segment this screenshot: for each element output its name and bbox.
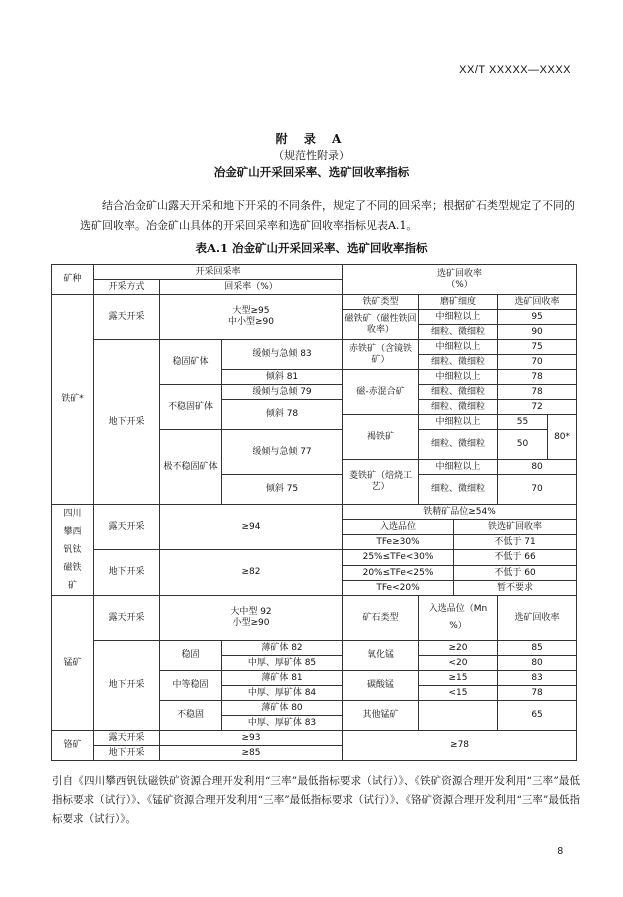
rec-cell: 70	[498, 475, 577, 505]
vti-open-rate: ≥94	[160, 505, 343, 550]
vti-col-rec: 铁选矿回收率	[454, 520, 577, 535]
cr-open-pit: 露天开采	[94, 731, 160, 746]
iron-very-unstable: 极不稳固矿体	[160, 430, 222, 505]
mn-open-rate: 大中型 92 小型≥90	[160, 596, 343, 641]
rec-cell: 90	[498, 325, 577, 340]
vti-rec-cell: 不低于 60	[454, 566, 577, 581]
grind-cell: 细粒、微细粒	[419, 355, 498, 370]
header-mining-rate: 开采回采率	[94, 265, 343, 280]
iron-vu-gentle: 缓倾与急倾 77	[222, 430, 343, 475]
mn-unstable-thin: 薄矿体 80	[222, 701, 343, 716]
mn-rec-cell: 85	[498, 641, 577, 656]
grind-cell: 中细粒以上	[419, 460, 498, 475]
mn-label: 锰矿	[52, 596, 94, 731]
vti-grade: 铁精矿品位≥54%	[343, 505, 577, 520]
iron-open-rate: 大型≥95 中小型≥90	[160, 295, 343, 340]
mn-carbonate: 碳酸锰	[343, 671, 419, 701]
iron-open-pit: 露天开采	[94, 295, 160, 340]
cr-under-rate: ≥85	[160, 746, 343, 761]
grind-cell: 细粒、微细粒	[419, 430, 498, 460]
rec-cell: 78	[498, 385, 577, 400]
mn-feed-cell: ≥20	[419, 641, 498, 656]
iron-stable: 稳固矿体	[160, 340, 222, 385]
grind-cell: 细粒、微细粒	[419, 400, 498, 415]
mn-medium-thin: 薄矿体 81	[222, 671, 343, 686]
rec-cell: 55	[498, 415, 548, 430]
rec-cell: 80	[498, 460, 577, 475]
iron-stable-incline: 倾斜 81	[222, 370, 343, 385]
mn-open-pit: 露天开采	[94, 596, 160, 641]
mn-stable: 稳固	[160, 641, 222, 671]
page-number: 8	[557, 846, 563, 857]
iron-col-grind: 磨矿细度	[419, 295, 498, 310]
iron-hematite: 赤铁矿（含镜铁矿）	[343, 340, 419, 370]
header-method: 开采方式	[94, 280, 160, 295]
mn-stable-thick: 中厚、厚矿体 85	[222, 656, 343, 671]
iron-siderite: 菱铁矿（焙烧工艺）	[343, 460, 419, 505]
rec-cell: 70	[498, 355, 577, 370]
iron-limonite-total: 80*	[548, 415, 577, 460]
grind-cell: 中细粒以上	[419, 310, 498, 325]
mn-feed-cell: ≥15	[419, 671, 498, 686]
grind-cell: 细粒、微细粒	[419, 325, 498, 340]
mn-other: 其他锰矿	[343, 701, 419, 731]
mn-stable-thin: 薄矿体 82	[222, 641, 343, 656]
mn-rec-cell: 80	[498, 656, 577, 671]
appendix-heading: 附 录 A	[275, 132, 348, 146]
vti-col-feed: 入选品位	[343, 520, 454, 535]
table-caption: 表A.1 冶金矿山开采回采率、选矿回收率指标	[195, 241, 428, 255]
mn-feed-cell: <15	[419, 686, 498, 701]
iron-magheme: 磁-赤混合矿	[343, 370, 419, 415]
iron-unstable-incline: 倾斜 78	[222, 400, 343, 430]
rec-cell: 95	[498, 310, 577, 325]
vti-label: 四川攀西钒钛磁铁矿	[52, 505, 94, 596]
mn-unstable: 不稳固	[160, 701, 222, 731]
iron-limonite: 褐铁矿	[343, 415, 419, 460]
iron-underground: 地下开采	[94, 340, 160, 505]
document-code: XX/T XXXXX—XXXX	[459, 64, 571, 76]
mn-unstable-thick: 中厚、厚矿体 83	[222, 716, 343, 731]
vti-under-rate: ≥82	[160, 550, 343, 596]
source-note: 引自《四川攀西钒钛磁铁矿资源合理开发利用“三率”最低指标要求（试行）》、《铁矿资源合理开发利用“三率”最低指标要求（试行）》、《锰矿资源合理开发利用“三率”最低指标要求（试行）》、《铬矿资源合理开发利用“三率”最低指标要求（试行）》。	[52, 775, 580, 825]
vti-feed-cell: TFe≥30%	[343, 535, 454, 550]
cr-label: 铬矿	[52, 731, 94, 761]
mn-col-type: 矿石类型	[343, 596, 419, 641]
appendix-normative: （规范性附录）	[273, 149, 350, 162]
mn-col-rec: 选矿回收率	[498, 596, 577, 641]
rec-cell: 75	[498, 340, 577, 355]
iron-col-rec: 选矿回收率	[498, 295, 577, 310]
appendix-title: 冶金矿山开采回采率、选矿回收率指标	[213, 165, 410, 179]
cr-recovery: ≥78	[343, 731, 577, 761]
vti-open-pit: 露天开采	[94, 505, 160, 550]
vti-rec-cell: 不低于 66	[454, 550, 577, 566]
iron-col-type: 铁矿类型	[343, 295, 419, 310]
mn-rec-cell: 65	[498, 701, 577, 731]
vti-feed-cell: 20%≤TFe<25%	[343, 566, 454, 581]
vti-feed-cell: 25%≤TFe<30%	[343, 550, 454, 566]
grind-cell: 中细粒以上	[419, 340, 498, 355]
grind-cell: 中细粒以上	[419, 415, 498, 430]
header-recovery: 选矿回收率 （%）	[343, 265, 577, 295]
indicator-table	[51, 264, 577, 761]
mn-oxide: 氧化锰	[343, 641, 419, 671]
mn-underground: 地下开采	[94, 641, 160, 731]
vti-rec-cell: 不低于 71	[454, 535, 577, 550]
grind-cell: 中细粒以上	[419, 370, 498, 385]
mn-col-feed: 入选品位（Mn %）	[419, 596, 498, 641]
grind-cell: 细粒、微细粒	[419, 385, 498, 400]
mn-feed-cell: <20	[419, 656, 498, 671]
rec-cell: 50	[498, 430, 548, 460]
grind-cell: 细粒、微细粒	[419, 475, 498, 505]
header-rate-pct: 回采率（%）	[160, 280, 343, 295]
iron-stable-gentle: 缓倾与急倾 83	[222, 340, 343, 370]
mn-rec-cell: 83	[498, 671, 577, 686]
mn-rec-cell: 78	[498, 686, 577, 701]
intro-paragraph: 结合冶金矿山露天开采和地下开采的不同条件，规定了不同的回采率；根据矿石类型规定了不同的选矿回收率。冶金矿山具体的开采回采率和选矿回收率指标见表A.1。	[80, 199, 575, 232]
iron-label: 铁矿*	[52, 295, 94, 505]
cr-underground: 地下开采	[94, 746, 160, 761]
cr-open-rate: ≥93	[160, 731, 343, 746]
vti-rec-cell: 暂不要求	[454, 581, 577, 596]
mn-medium: 中等稳固	[160, 671, 222, 701]
iron-unstable: 不稳固矿体	[160, 385, 222, 430]
iron-vu-incline: 倾斜 75	[222, 475, 343, 505]
rec-cell: 78	[498, 370, 577, 385]
mn-medium-thick: 中厚、厚矿体 84	[222, 686, 343, 701]
iron-unstable-gentle: 缓倾与急倾 79	[222, 385, 343, 400]
vti-underground: 地下开采	[94, 550, 160, 596]
iron-magnetite: 磁铁矿（磁性铁回收率）	[343, 310, 419, 340]
rec-cell: 72	[498, 400, 577, 415]
vti-feed-cell: TFe<20%	[343, 581, 454, 596]
header-mine-type: 矿种	[52, 265, 94, 295]
mn-feed-cell	[419, 701, 498, 731]
